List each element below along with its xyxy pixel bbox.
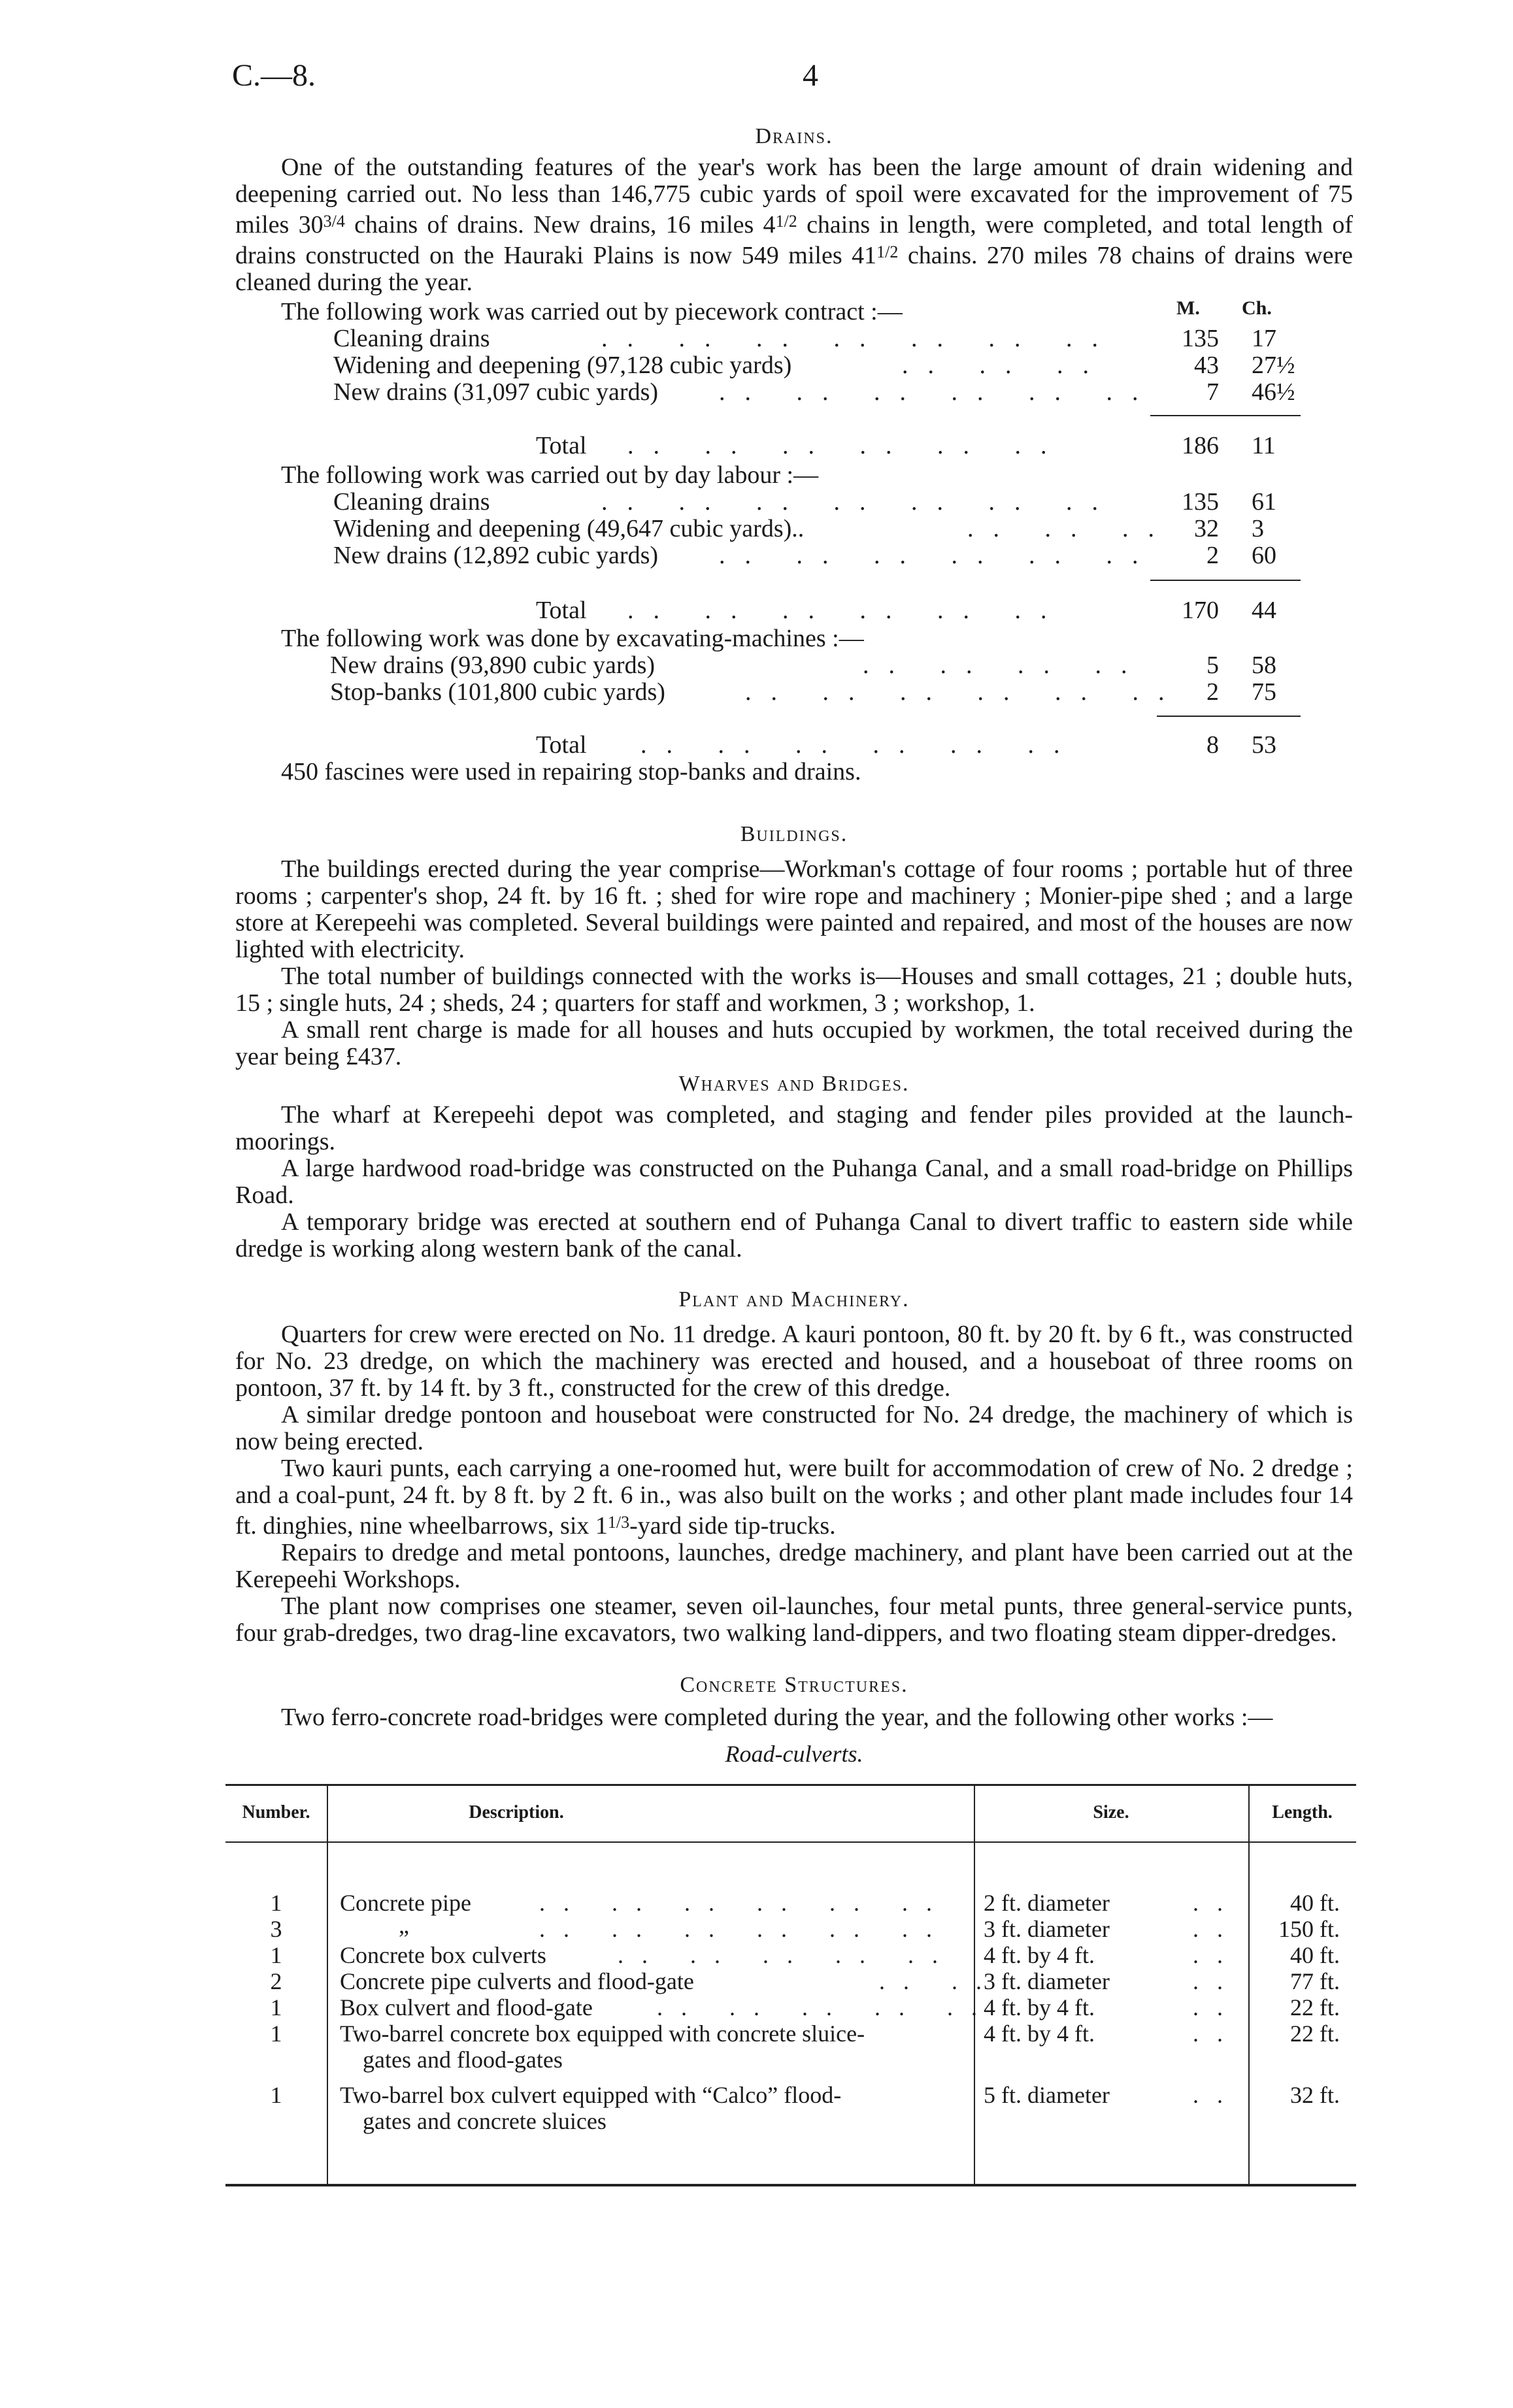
table-cell-length: 40 ft. <box>1290 1890 1340 1916</box>
table-cell-description: „ <box>399 1912 409 1938</box>
document-page: C.—8. 4 Drains. One of the outstanding features of the year's work has been the large amount of drain widening and deepening carried out. No less than 146,775 cubic yards of spoil were excavated for the improvement of 75 miles $30^{3/4}$ chains of drains. New drains, 16 miles $4^{1/2}$ chains in length, were completed, and total length of drains constructed on the Hauraki Plains is now 549 miles $41^{1/2}$ chains. 270 miles 78 chains of drains were cleaned during the year. The following work was carried out by piecework contract :— M. Ch. Cleaning drains .. .. .. .. .. .. .. 135 17 Widening and deepening (97,128 cubic yards) .. .. .. 43 27½ New drains (31,097 cubic yards) .. .. .. .. .. .. 7 46½ Total .. .. .. .. .. .. 186 11 The following work was carried out by day labour :— Cleaning drains .. .. .. .. .. .. .. 135 61 Widening and deepening (49,647 cubic yards).. .. .. .. 32 3 New drains (12,892 cubic yards) .. .. .. .. .. .. 2 60 Total .. .. .. .. .. .. 170 44 The following work was done by excavating-machines :— New drains (93,890 cubic yards) .. .. .. .. 5 58 Stop-banks (101,800 cubic yards) .. .. .. .. .. .. 2 75 Total .. .. .. .. .. .. 8 53 450 fascines were used in repairing stop-banks and drains. Buildings. The buildings erected during the year comprise—Workman's cottage of four rooms ; portable hut of three rooms ; carpenter's shop, 24 ft. by 16 ft. ; shed for wire rope and machinery ; Monier-pipe shed ; and a large store at Kerepeehi was completed. Several buildings were painted and repaired, and most of the houses are now lighted with electricity. The total number of buildings connected with the works is—Houses and small cottages, 21 ; double huts, 15 ; single huts, 24 ; sheds, 24 ; quarters for staff and workmen, 3 ; workshop, 1. A small rent charge is made for all houses and huts occupied by workmen, the total received during the year being £437. Wharves and Bridges. The wharf at Kerepeehi depot was completed, and staging and fender piles provided at the launch-moorings. A large hardwood road-bridge was constructed on the Puhanga Canal, and a small road-bridge on Phillips Road. A temporary bridge was erected at southern end of Puhanga Canal to divert traffic to eastern side while dredge is working along western bank of the canal. Plant and Machinery. Quarters for crew were erected on No. 11 dredge. A kauri pontoon, 80 ft. by 20 ft. by 6 ft., was constructed for No. 23 dredge, on which the machinery was erected and housed, and a houseboat of three rooms on pontoon, 37 ft. by 14 ft. by 3 ft., constructed for the crew of this dredge. A similar dredge pontoon and houseboat were constructed for No. 24 dredge, the machinery of which is now being erected. Two kauri punts, each carrying a one-roomed hut, were built for accommodation of crew of No. 2 dredge ; and a coal-punt, 24 ft. by 8 ft. by 2 ft. 6 in., was also built on the works ; and other plant made includes four 14 ft. dinghies, nine wheelbarrows, six $1^{1/3}$-yard side tip-trucks. Repairs to dredge and metal pontoons, launches, dredge machinery, and plant have been carried out at the Kerepeehi Workshops. The plant now comprises one steamer, seven oil-launches, four metal punts, three general-service punts, four grab-dredges, two drag-line excavators, two walking land-dippers, and two floating steam dipper-dredges. Concrete Structures. Two ferro-concrete road-bridges were completed during the year, and the following other works :— Road-culverts. Number. Description. Size. Length. 1 Concrete pipe .. .. .. .. .. .. 2 ft. diameter .. 40 ft. 3 „ .. .. .. .. .. .. 3 ft. diameter .. 150 ft. 1 Concrete box culverts .. .. .. .. .. 4 ft. by 4 ft. .. 40 ft. 2 Concrete pipe culverts and flood-gate .. .. 3 ft. diameter .. 77 ft. 1 Box culvert and flood-gate .. .. .. .. .. 4 ft. by 4 ft. .. 22 ft. 1 Two-barrel concrete box equipped with concrete sluice- gates and flood-gates 4 ft. by 4 ft. .. 22 ft. 1 Two-barrel box culvert equipped with “Calco” flood- gates and concrete sluices 5 ft. diameter .. 32 ft. <box>0 0 1513 2408</box>
list-total: Total .. .. .. .. .. .. 8 53 <box>536 731 1276 759</box>
table-cell-number: 3 <box>270 1916 282 1942</box>
column-header: Size. <box>1093 1802 1129 1822</box>
table-cell-description: Box culvert and flood-gate <box>340 1994 593 2020</box>
list-item: Cleaning drains .. .. .. .. .. .. .. 135 61 <box>333 488 1276 516</box>
series-number: C.—8. <box>232 58 316 93</box>
table-cell-length: 77 ft. <box>1290 1968 1340 1994</box>
concrete-section <box>235 1673 1353 1768</box>
table-cell-description: Concrete pipe <box>340 1890 471 1916</box>
drains-paragraph: One of the outstanding features of the year's work has been the large amount of drain widening and deepening carried out. No less than 146,775 cubic yards of spoil were excavated for the improvement of 75 miles $30^{3/4}$ chains of drains. New drains, 16 miles $4^{1/2}$ chains in length, were completed, and total length of drains constructed on the Hauraki Plains is now 549 miles $41^{1/2}$ chains. 270 miles 78 chains of drains were cleaned during the year. <box>235 154 1354 297</box>
table-cell-size: 3 ft. diameter <box>984 1968 1110 1994</box>
list-intro: The following work was done by excavating-machines :— <box>281 625 864 652</box>
buildings-paragraph: The buildings erected during the year comprise—Workman's cottage of four rooms ; portable hut of three rooms ; carpenter's shop, 24 ft. by 16 ft. ; shed for wire rope and machinery ; Monier-pipe shed ; and a large store at Kerepeehi was completed. Several buildings were painted and repaired, and most of the houses are now lighted with electricity. <box>235 855 1353 963</box>
list-item: Widening and deepening (49,647 cubic yards).. .. .. .. 32 3 <box>333 515 1264 542</box>
table-cell-description: Two-barrel concrete box equipped with concrete sluice- <box>340 2020 865 2047</box>
table-cell-number: 1 <box>270 1994 282 2020</box>
table-cell-length: 22 ft. <box>1290 1994 1340 2020</box>
table-cell-number: 1 <box>270 2082 282 2108</box>
table-cell-description-continued: gates and flood-gates <box>363 2047 563 2073</box>
list-item: Stop-banks (101,800 cubic yards) .. .. .. .. .. .. 2 75 <box>330 678 1276 706</box>
plant-paragraph: A similar dredge pontoon and houseboat were constructed for No. 24 dredge, the machinery of which is now being erected. <box>235 1401 1353 1455</box>
plant-section <box>235 1287 1353 1647</box>
table-cell-description: Concrete pipe culverts and flood-gate <box>340 1968 694 1994</box>
buildings-section <box>235 822 1353 1070</box>
wharves-heading: Wharves and Bridges. <box>678 1072 910 1096</box>
column-header: Length. <box>1272 1802 1333 1822</box>
buildings-heading: Buildings. <box>740 822 848 846</box>
list-item: New drains (12,892 cubic yards) .. .. .. .. .. .. 2 60 <box>333 542 1276 569</box>
fraction: 1/3 <box>607 1513 630 1532</box>
table-cell-size: 4 ft. by 4 ft. <box>984 1994 1095 2020</box>
table-cell-length: 22 ft. <box>1290 2020 1340 2047</box>
table-cell-length: 150 ft. <box>1278 1916 1340 1942</box>
plant-paragraph: Two kauri punts, each carrying a one-roomed hut, were built for accommodation of crew of No. 2 dredge ; and a coal-punt, 24 ft. by 8 ft. by 2 ft. 6 in., was also built on the works ; and other plant made includes four 14 ft. dinghies, nine wheelbarrows, six $1^{1/3}$-yard side tip-trucks. <box>235 1455 1353 1540</box>
fraction: 1/2 <box>775 212 797 231</box>
table-cell-description: Concrete box culverts <box>340 1942 546 1968</box>
list-item: New drains (31,097 cubic yards) .. .. .. .. .. .. 7 46½ <box>333 378 1295 406</box>
table-title: Road-culverts. <box>725 1741 863 1767</box>
fascines-note: 450 fascines were used in repairing stop-banks and drains. <box>281 758 861 785</box>
wharves-section <box>235 1072 1353 1262</box>
sum-rule <box>1157 716 1301 717</box>
plant-paragraph: Repairs to dredge and metal pontoons, launches, dredge machinery, and plant have been carried out at the Kerepeehi Workshops. <box>235 1539 1353 1594</box>
drains-section <box>235 124 1353 296</box>
table-rule <box>225 1784 1356 1786</box>
plant-paragraph: Quarters for crew were erected on No. 11 dredge. A kauri pontoon, 80 ft. by 20 ft. by 6 ft., was constructed for No. 23 dredge, on which the machinery was erected and housed, and a houseboat of three rooms on pontoon, 37 ft. by 14 ft. by 3 ft., constructed for the crew of this dredge. <box>235 1321 1353 1402</box>
plant-paragraph: The plant now comprises one steamer, seven oil-launches, four metal punts, three general-service punts, four grab-dredges, two drag-line excavators, two walking land-dippers, and two floating steam dipper-dredges. <box>235 1592 1353 1647</box>
table-cell-number: 2 <box>270 1968 282 1994</box>
list-intro: The following work was carried out by piecework contract :— <box>281 298 903 325</box>
buildings-paragraph: A small rent charge is made for all houses and huts occupied by workmen, the total received during the year being £437. <box>235 1016 1353 1070</box>
table-cell-description-continued: gates and concrete sluices <box>363 2108 607 2134</box>
list-item: New drains (93,890 cubic yards) .. .. .. .. 5 58 <box>330 651 1276 679</box>
table-cell-size: 2 ft. diameter <box>984 1890 1110 1916</box>
fraction: 3/4 <box>323 212 345 231</box>
plant-heading: Plant and Machinery. <box>678 1287 910 1311</box>
list-intro: The following work was carried out by day labour :— <box>281 461 819 489</box>
table-rule <box>225 1841 1356 1843</box>
column-header: Description. <box>469 1802 564 1822</box>
list-item: Widening and deepening (97,128 cubic yards) .. .. .. 43 27½ <box>333 352 1295 379</box>
table-cell-number: 1 <box>270 2020 282 2047</box>
table-cell-size: 5 ft. diameter <box>984 2082 1110 2108</box>
concrete-heading: Concrete Structures. <box>680 1673 908 1697</box>
list-item: Cleaning drains .. .. .. .. .. .. .. 135 17 <box>333 325 1276 352</box>
column-header: Number. <box>242 1802 310 1822</box>
table-cell-description: Two-barrel box culvert equipped with “Calco” flood- <box>340 2082 842 2108</box>
table-cell-number: 1 <box>270 1890 282 1916</box>
table-cell-size: 4 ft. by 4 ft. <box>984 2020 1095 2047</box>
drains-heading: Drains. <box>755 124 833 148</box>
wharves-paragraph: The wharf at Kerepeehi depot was completed, and staging and fender piles provided at the launch-moorings. <box>235 1101 1353 1155</box>
col-miles: M. <box>1176 297 1200 319</box>
list-total: Total .. .. .. .. .. .. 186 11 <box>536 432 1276 459</box>
concrete-paragraph: Two ferro-concrete road-bridges were completed during the year, and the following other works :— <box>281 1704 1273 1731</box>
table-rule <box>225 2184 1356 2186</box>
sum-rule <box>1150 415 1301 416</box>
column-divider <box>327 1784 328 2184</box>
list-total: Total .. .. .. .. .. .. 170 44 <box>536 597 1276 624</box>
sum-rule <box>1150 580 1301 581</box>
table-cell-length: 32 ft. <box>1290 2082 1340 2108</box>
table-cell-number: 1 <box>270 1942 282 1968</box>
fraction: 1/2 <box>876 242 899 262</box>
page-number: 4 <box>803 58 818 93</box>
buildings-paragraph: The total number of buildings connected with the works is—Houses and small cottages, 21 ; double huts, 15 ; single huts, 24 ; sheds, 24 ; quarters for staff and workmen, 3 ; workshop, 1. <box>235 963 1353 1017</box>
wharves-paragraph: A temporary bridge was erected at southern end of Puhanga Canal to divert traffic to eastern side while dredge is working along western bank of the canal. <box>235 1208 1353 1262</box>
col-chains: Ch. <box>1242 297 1272 319</box>
table-cell-length: 40 ft. <box>1290 1942 1340 1968</box>
table-cell-size: 4 ft. by 4 ft. <box>984 1942 1095 1968</box>
table-cell-size: 3 ft. diameter <box>984 1916 1110 1942</box>
wharves-paragraph: A large hardwood road-bridge was constructed on the Puhanga Canal, and a small road-bridge on Phillips Road. <box>235 1155 1353 1209</box>
